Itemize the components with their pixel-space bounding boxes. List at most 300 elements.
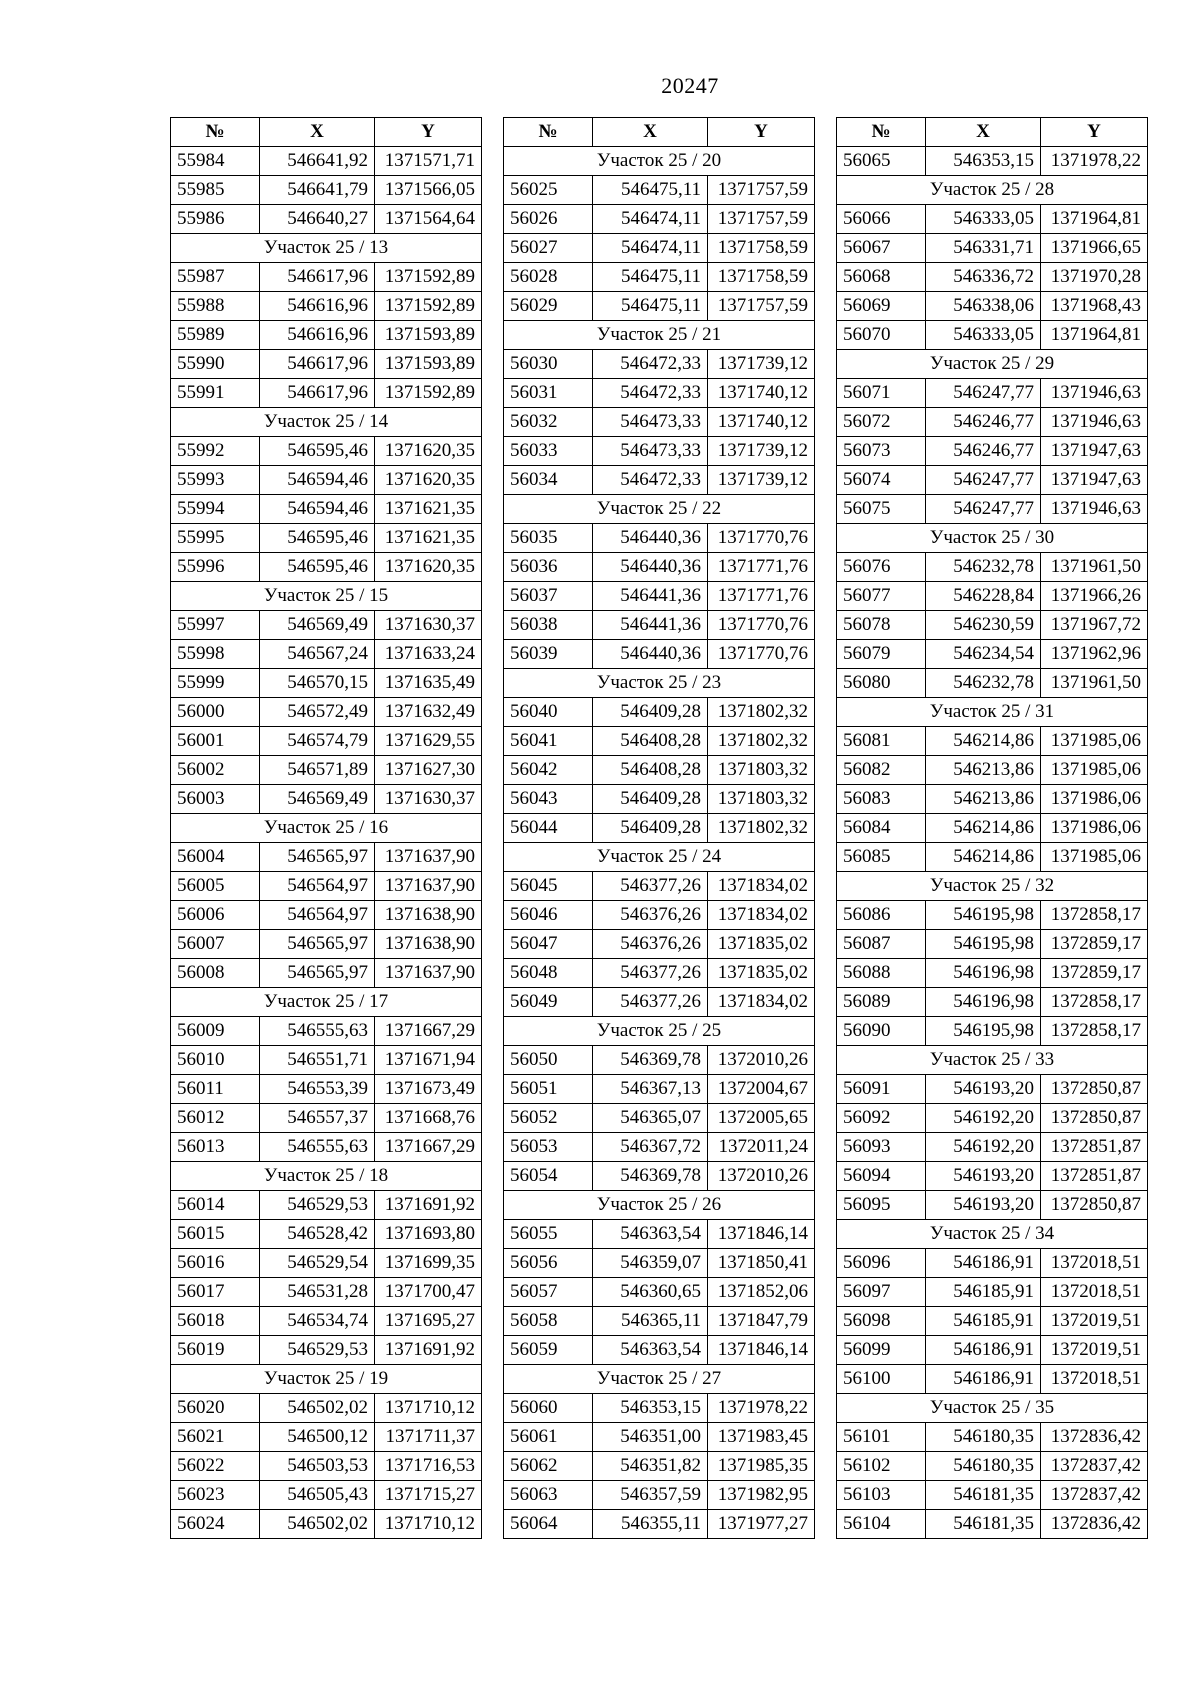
x-coordinate: 546408,28 [593,756,708,785]
point-number: 56087 [837,930,926,959]
table-row [504,988,815,1017]
point-number: 56071 [837,379,926,408]
point-number: 56050 [504,1046,593,1075]
x-coordinate: 546557,37 [260,1104,375,1133]
x-coordinate: 546359,07 [593,1249,708,1278]
point-number: 56001 [171,727,260,756]
x-coordinate: 546247,77 [926,466,1041,495]
point-number: 56089 [837,988,926,1017]
section-row [171,1162,482,1191]
y-coordinate: 1371667,29 [375,1133,482,1162]
section-row [837,176,1148,205]
table-row [171,524,482,553]
y-coordinate: 1371758,59 [708,263,815,292]
table-row [171,959,482,988]
x-coordinate: 546234,54 [926,640,1041,669]
point-number: 56002 [171,756,260,785]
table-row [837,495,1148,524]
x-coordinate: 546409,28 [593,785,708,814]
table-row [504,1452,815,1481]
point-number: 56063 [504,1481,593,1510]
table-row [504,1249,815,1278]
point-number: 56074 [837,466,926,495]
section-row [504,1365,815,1394]
y-coordinate: 1371635,49 [375,669,482,698]
table-row [171,1336,482,1365]
point-number: 56037 [504,582,593,611]
y-coordinate: 1371620,35 [375,466,482,495]
y-coordinate: 1372005,65 [708,1104,815,1133]
point-number: 56000 [171,698,260,727]
table-row [837,814,1148,843]
y-coordinate: 1371964,81 [1041,205,1148,234]
header-number: № [837,118,926,147]
x-coordinate: 546355,11 [593,1510,708,1539]
coordinates-table-3 [836,117,1148,1539]
section-row [171,814,482,843]
table-row [837,785,1148,814]
section-label: Участок 25 / 33 [837,1046,1148,1075]
y-coordinate: 1372859,17 [1041,930,1148,959]
table-row [837,930,1148,959]
table-row [837,1336,1148,1365]
y-coordinate: 1371802,32 [708,814,815,843]
point-number: 56083 [837,785,926,814]
y-coordinate: 1371961,50 [1041,669,1148,698]
point-number: 56067 [837,234,926,263]
header-x: X [593,118,708,147]
table-row [171,1133,482,1162]
point-number: 56029 [504,292,593,321]
x-coordinate: 546213,86 [926,785,1041,814]
section-row [504,321,815,350]
y-coordinate: 1371946,63 [1041,379,1148,408]
y-coordinate: 1372010,26 [708,1162,815,1191]
point-number: 56101 [837,1423,926,1452]
table-row [171,1104,482,1133]
coordinates-table-1 [170,117,482,1539]
x-coordinate: 546565,97 [260,959,375,988]
table-row [171,1423,482,1452]
table-row [171,147,482,176]
x-coordinate: 546564,97 [260,872,375,901]
table-row [837,1423,1148,1452]
x-coordinate: 546440,36 [593,524,708,553]
y-coordinate: 1371962,96 [1041,640,1148,669]
y-coordinate: 1371977,27 [708,1510,815,1539]
y-coordinate: 1371967,72 [1041,611,1148,640]
table-row [837,205,1148,234]
point-number: 56058 [504,1307,593,1336]
point-number: 56015 [171,1220,260,1249]
point-number: 56094 [837,1162,926,1191]
y-coordinate: 1371846,14 [708,1336,815,1365]
y-coordinate: 1371961,50 [1041,553,1148,582]
table-row [837,959,1148,988]
table-row [504,1075,815,1104]
y-coordinate: 1371592,89 [375,292,482,321]
y-coordinate: 1371852,06 [708,1278,815,1307]
x-coordinate: 546363,54 [593,1220,708,1249]
table-row [504,582,815,611]
x-coordinate: 546640,27 [260,205,375,234]
section-label: Участок 25 / 13 [171,234,482,263]
section-label: Участок 25 / 22 [504,495,815,524]
point-number: 56008 [171,959,260,988]
x-coordinate: 546185,91 [926,1307,1041,1336]
y-coordinate: 1371802,32 [708,727,815,756]
x-coordinate: 546333,05 [926,205,1041,234]
point-number: 56032 [504,408,593,437]
table-row [837,1249,1148,1278]
y-coordinate: 1371986,06 [1041,814,1148,843]
table-row [504,1162,815,1191]
section-label: Участок 25 / 19 [171,1365,482,1394]
table-row [171,350,482,379]
table-row [171,930,482,959]
y-coordinate: 1372004,67 [708,1075,815,1104]
table-row [171,1075,482,1104]
x-coordinate: 546553,39 [260,1075,375,1104]
x-coordinate: 546594,46 [260,466,375,495]
x-coordinate: 546365,11 [593,1307,708,1336]
y-coordinate: 1371667,29 [375,1017,482,1046]
y-coordinate: 1371716,53 [375,1452,482,1481]
x-coordinate: 546555,63 [260,1133,375,1162]
y-coordinate: 1371691,92 [375,1191,482,1220]
point-number: 56104 [837,1510,926,1539]
point-number: 56097 [837,1278,926,1307]
table-row [504,1220,815,1249]
section-label: Участок 25 / 26 [504,1191,815,1220]
x-coordinate: 546503,53 [260,1452,375,1481]
x-coordinate: 546594,46 [260,495,375,524]
y-coordinate: 1372858,17 [1041,901,1148,930]
point-number: 56013 [171,1133,260,1162]
section-label: Участок 25 / 14 [171,408,482,437]
point-number: 56075 [837,495,926,524]
point-number: 56100 [837,1365,926,1394]
x-coordinate: 546180,35 [926,1423,1041,1452]
point-number: 55998 [171,640,260,669]
y-coordinate: 1371985,06 [1041,756,1148,785]
table-row [504,205,815,234]
point-number: 56092 [837,1104,926,1133]
point-number: 56040 [504,698,593,727]
y-coordinate: 1372851,87 [1041,1133,1148,1162]
x-coordinate: 546333,05 [926,321,1041,350]
point-number: 56045 [504,872,593,901]
y-coordinate: 1371638,90 [375,930,482,959]
table-row [171,1452,482,1481]
x-coordinate: 546377,26 [593,959,708,988]
x-coordinate: 546353,15 [593,1394,708,1423]
y-coordinate: 1372859,17 [1041,959,1148,988]
header-x: X [260,118,375,147]
section-label: Участок 25 / 29 [837,350,1148,379]
x-coordinate: 546192,20 [926,1133,1041,1162]
x-coordinate: 546185,91 [926,1278,1041,1307]
x-coordinate: 546214,86 [926,727,1041,756]
x-coordinate: 546502,02 [260,1394,375,1423]
table-row [837,1278,1148,1307]
section-label: Участок 25 / 28 [837,176,1148,205]
y-coordinate: 1371739,12 [708,466,815,495]
x-coordinate: 546595,46 [260,524,375,553]
x-coordinate: 546474,11 [593,205,708,234]
x-coordinate: 546565,97 [260,843,375,872]
table-row [837,466,1148,495]
section-row [171,582,482,611]
point-number: 55999 [171,669,260,698]
x-coordinate: 546192,20 [926,1104,1041,1133]
table-row [837,1104,1148,1133]
header-row [504,118,815,147]
point-number: 56099 [837,1336,926,1365]
x-coordinate: 546617,96 [260,350,375,379]
y-coordinate: 1371946,63 [1041,408,1148,437]
x-coordinate: 546377,26 [593,988,708,1017]
point-number: 56085 [837,843,926,872]
x-coordinate: 546555,63 [260,1017,375,1046]
x-coordinate: 546473,33 [593,408,708,437]
y-coordinate: 1371803,32 [708,756,815,785]
table-row [837,611,1148,640]
table-row [837,1017,1148,1046]
y-coordinate: 1371637,90 [375,959,482,988]
y-coordinate: 1371803,32 [708,785,815,814]
y-coordinate: 1372018,51 [1041,1249,1148,1278]
x-coordinate: 546232,78 [926,553,1041,582]
section-row [171,234,482,263]
x-coordinate: 546196,98 [926,959,1041,988]
table-row [171,321,482,350]
y-coordinate: 1371627,30 [375,756,482,785]
y-coordinate: 1371633,24 [375,640,482,669]
table-row [504,524,815,553]
x-coordinate: 546641,92 [260,147,375,176]
point-number: 56022 [171,1452,260,1481]
point-number: 56031 [504,379,593,408]
table-row [504,1394,815,1423]
y-coordinate: 1372850,87 [1041,1075,1148,1104]
point-number: 56060 [504,1394,593,1423]
y-coordinate: 1371966,65 [1041,234,1148,263]
point-number: 56069 [837,292,926,321]
x-coordinate: 546353,15 [926,147,1041,176]
section-row [171,1365,482,1394]
x-coordinate: 546440,36 [593,640,708,669]
section-row [837,524,1148,553]
y-coordinate: 1371771,76 [708,553,815,582]
point-number: 56090 [837,1017,926,1046]
point-number: 56018 [171,1307,260,1336]
point-number: 56068 [837,263,926,292]
x-coordinate: 546369,78 [593,1046,708,1075]
table-row [837,1365,1148,1394]
point-number: 55996 [171,553,260,582]
table-row [171,1307,482,1336]
y-coordinate: 1371630,37 [375,611,482,640]
point-number: 55993 [171,466,260,495]
table-row [504,785,815,814]
table-row [171,553,482,582]
x-coordinate: 546246,77 [926,437,1041,466]
x-coordinate: 546551,71 [260,1046,375,1075]
section-row [504,495,815,524]
x-coordinate: 546351,00 [593,1423,708,1452]
y-coordinate: 1371947,63 [1041,466,1148,495]
x-coordinate: 546500,12 [260,1423,375,1452]
x-coordinate: 546367,13 [593,1075,708,1104]
y-coordinate: 1371739,12 [708,350,815,379]
x-coordinate: 546616,96 [260,321,375,350]
table-row [171,205,482,234]
point-number: 55986 [171,205,260,234]
table-row [171,292,482,321]
header-row [837,118,1148,147]
table-row [504,466,815,495]
table-row [504,292,815,321]
table-row [837,263,1148,292]
y-coordinate: 1371771,76 [708,582,815,611]
table-row [837,582,1148,611]
table-row [171,1249,482,1278]
y-coordinate: 1371835,02 [708,930,815,959]
table-row [504,1278,815,1307]
point-number: 56076 [837,553,926,582]
point-number: 56017 [171,1278,260,1307]
point-number: 56048 [504,959,593,988]
point-number: 56047 [504,930,593,959]
x-coordinate: 546365,07 [593,1104,708,1133]
section-row [504,843,815,872]
y-coordinate: 1371985,06 [1041,843,1148,872]
y-coordinate: 1372836,42 [1041,1510,1148,1539]
x-coordinate: 546195,98 [926,901,1041,930]
table-row [171,1191,482,1220]
x-coordinate: 546571,89 [260,756,375,785]
point-number: 56043 [504,785,593,814]
y-coordinate: 1371834,02 [708,901,815,930]
table-row [504,698,815,727]
table-row [504,611,815,640]
y-coordinate: 1371770,76 [708,640,815,669]
x-coordinate: 546529,53 [260,1191,375,1220]
x-coordinate: 546569,49 [260,611,375,640]
point-number: 56024 [171,1510,260,1539]
table-row [837,292,1148,321]
coordinates-table-2 [503,117,815,1539]
point-number: 56028 [504,263,593,292]
y-coordinate: 1371691,92 [375,1336,482,1365]
point-number: 55987 [171,263,260,292]
table-row [171,1394,482,1423]
x-coordinate: 546502,02 [260,1510,375,1539]
table-row [171,727,482,756]
section-label: Участок 25 / 18 [171,1162,482,1191]
y-coordinate: 1371834,02 [708,872,815,901]
x-coordinate: 546565,97 [260,930,375,959]
x-coordinate: 546572,49 [260,698,375,727]
table-row [504,553,815,582]
y-coordinate: 1371593,89 [375,321,482,350]
y-coordinate: 1371564,64 [375,205,482,234]
x-coordinate: 546336,72 [926,263,1041,292]
table-row [837,843,1148,872]
point-number: 55995 [171,524,260,553]
x-coordinate: 546186,91 [926,1336,1041,1365]
x-coordinate: 546574,79 [260,727,375,756]
point-number: 56057 [504,1278,593,1307]
x-coordinate: 546641,79 [260,176,375,205]
x-coordinate: 546247,77 [926,495,1041,524]
point-number: 56077 [837,582,926,611]
x-coordinate: 546528,42 [260,1220,375,1249]
point-number: 56053 [504,1133,593,1162]
table-row [504,234,815,263]
y-coordinate: 1371978,22 [1041,147,1148,176]
y-coordinate: 1371637,90 [375,843,482,872]
point-number: 55989 [171,321,260,350]
y-coordinate: 1371710,12 [375,1510,482,1539]
x-coordinate: 546214,86 [926,814,1041,843]
table-row [171,1510,482,1539]
point-number: 56066 [837,205,926,234]
point-number: 56059 [504,1336,593,1365]
x-coordinate: 546331,71 [926,234,1041,263]
page-number: 20247 [661,73,719,98]
table-row [837,727,1148,756]
x-coordinate: 546186,91 [926,1365,1041,1394]
point-number: 56026 [504,205,593,234]
y-coordinate: 1371695,27 [375,1307,482,1336]
table-row [504,1046,815,1075]
section-label: Участок 25 / 17 [171,988,482,1017]
y-coordinate: 1371592,89 [375,379,482,408]
section-row [837,698,1148,727]
y-coordinate: 1371970,28 [1041,263,1148,292]
table-row [171,901,482,930]
y-coordinate: 1372858,17 [1041,1017,1148,1046]
x-coordinate: 546617,96 [260,263,375,292]
table-row [171,437,482,466]
point-number: 56035 [504,524,593,553]
point-number: 56007 [171,930,260,959]
y-coordinate: 1371757,59 [708,292,815,321]
x-coordinate: 546564,97 [260,901,375,930]
x-coordinate: 546531,28 [260,1278,375,1307]
point-number: 56005 [171,872,260,901]
point-number: 56034 [504,466,593,495]
table-row [837,553,1148,582]
table-row [504,350,815,379]
section-label: Участок 25 / 30 [837,524,1148,553]
y-coordinate: 1371757,59 [708,176,815,205]
point-number: 55991 [171,379,260,408]
table-row [504,1423,815,1452]
y-coordinate: 1372010,26 [708,1046,815,1075]
x-coordinate: 546595,46 [260,553,375,582]
table-row [171,466,482,495]
point-number: 56039 [504,640,593,669]
y-coordinate: 1371637,90 [375,872,482,901]
y-coordinate: 1371986,06 [1041,785,1148,814]
y-coordinate: 1372837,42 [1041,1452,1148,1481]
y-coordinate: 1371966,26 [1041,582,1148,611]
header-number: № [171,118,260,147]
header-y: Y [375,118,482,147]
